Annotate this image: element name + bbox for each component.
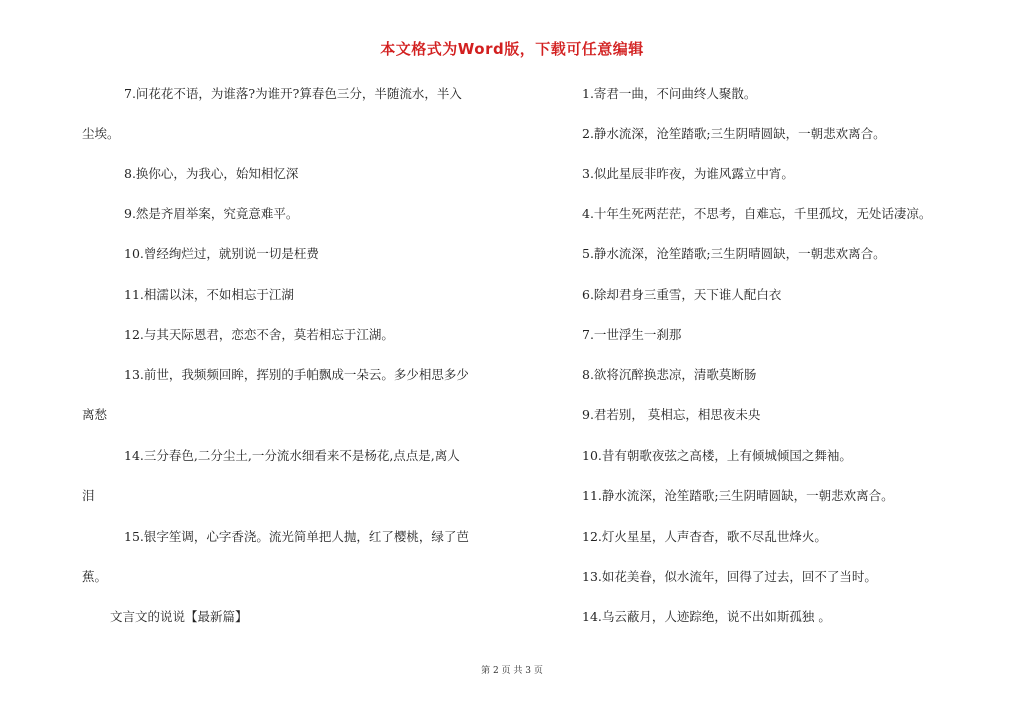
document-banner: 本文格式为Word版，下载可任意编辑 bbox=[380, 40, 644, 58]
right-line-7: 7.一世浮生一刹那 bbox=[582, 327, 682, 342]
right-line-9: 9.君若别， 莫相忘，相思夜未央 bbox=[582, 407, 761, 422]
right-line-2: 2.静水流深，沧笙踏歌;三生阴晴圆缺，一朝悲欢离合。 bbox=[582, 126, 886, 141]
right-line-13: 13.如花美眷，似水流年，回得了过去，回不了当时。 bbox=[582, 569, 877, 584]
left-section-heading: 文言文的说说【最新篇】 bbox=[110, 609, 248, 624]
left-line-5: 10.曾经绚烂过，就别说一切是枉费 bbox=[124, 246, 319, 261]
right-line-6: 6.除却君身三重雪，天下谁人配白衣 bbox=[582, 287, 782, 302]
right-line-3: 3.似此星辰非昨夜，为谁风露立中宵。 bbox=[582, 166, 794, 181]
left-line-1: 7.问花花不语，为谁落?为谁开?算春色三分，半随流水，半入 bbox=[124, 86, 462, 101]
right-line-4: 4.十年生死两茫茫，不思考，自难忘，千里孤坟，无处话凄凉。 bbox=[582, 206, 932, 221]
right-line-5: 5.静水流深，沧笙踏歌;三生阴晴圆缺，一朝悲欢离合。 bbox=[582, 246, 886, 261]
left-line-4: 9.然是齐眉举案，究竟意难平。 bbox=[124, 206, 299, 221]
left-line-12: 15.银字笙调，心字香浇。流光简单把人抛，红了樱桃，绿了芭 bbox=[124, 529, 469, 544]
page-number: 第 2 页 共 3 页 bbox=[481, 666, 543, 676]
left-line-7: 12.与其天际恩君，恋恋不舍，莫若相忘于江湖。 bbox=[124, 327, 394, 342]
right-line-11: 11.静水流深，沧笙踏歌;三生阴晴圆缺，一朝悲欢离合。 bbox=[582, 488, 894, 503]
right-line-8: 8.欲将沉醉换悲凉，清歌莫断肠 bbox=[582, 367, 757, 382]
left-line-3: 8.换你心，为我心，始知相忆深 bbox=[124, 166, 299, 181]
left-line-10: 14.三分春色,二分尘土,一分流水细看来不是杨花,点点是,离人 bbox=[124, 448, 460, 463]
left-line-6: 11.相濡以沫，不如相忘于江湖 bbox=[124, 287, 294, 302]
left-line-9: 离愁 bbox=[82, 407, 108, 422]
right-line-12: 12.灯火星星，人声杳杳，歌不尽乱世烽火。 bbox=[582, 529, 827, 544]
right-line-10: 10.昔有朝歌夜弦之高楼，上有倾城倾国之舞袖。 bbox=[582, 448, 852, 463]
left-line-2: 尘埃。 bbox=[82, 126, 120, 141]
left-line-13: 蕉。 bbox=[82, 569, 108, 584]
left-line-8: 13.前世，我频频回眸，挥别的手帕飘成一朵云。多少相思多少 bbox=[124, 367, 469, 382]
right-line-14: 14.乌云蔽月，人迹踪绝，说不出如斯孤独 。 bbox=[582, 609, 831, 624]
left-line-11: 泪 bbox=[82, 488, 95, 503]
right-line-1: 1.寄君一曲，不问曲终人聚散。 bbox=[582, 86, 757, 101]
